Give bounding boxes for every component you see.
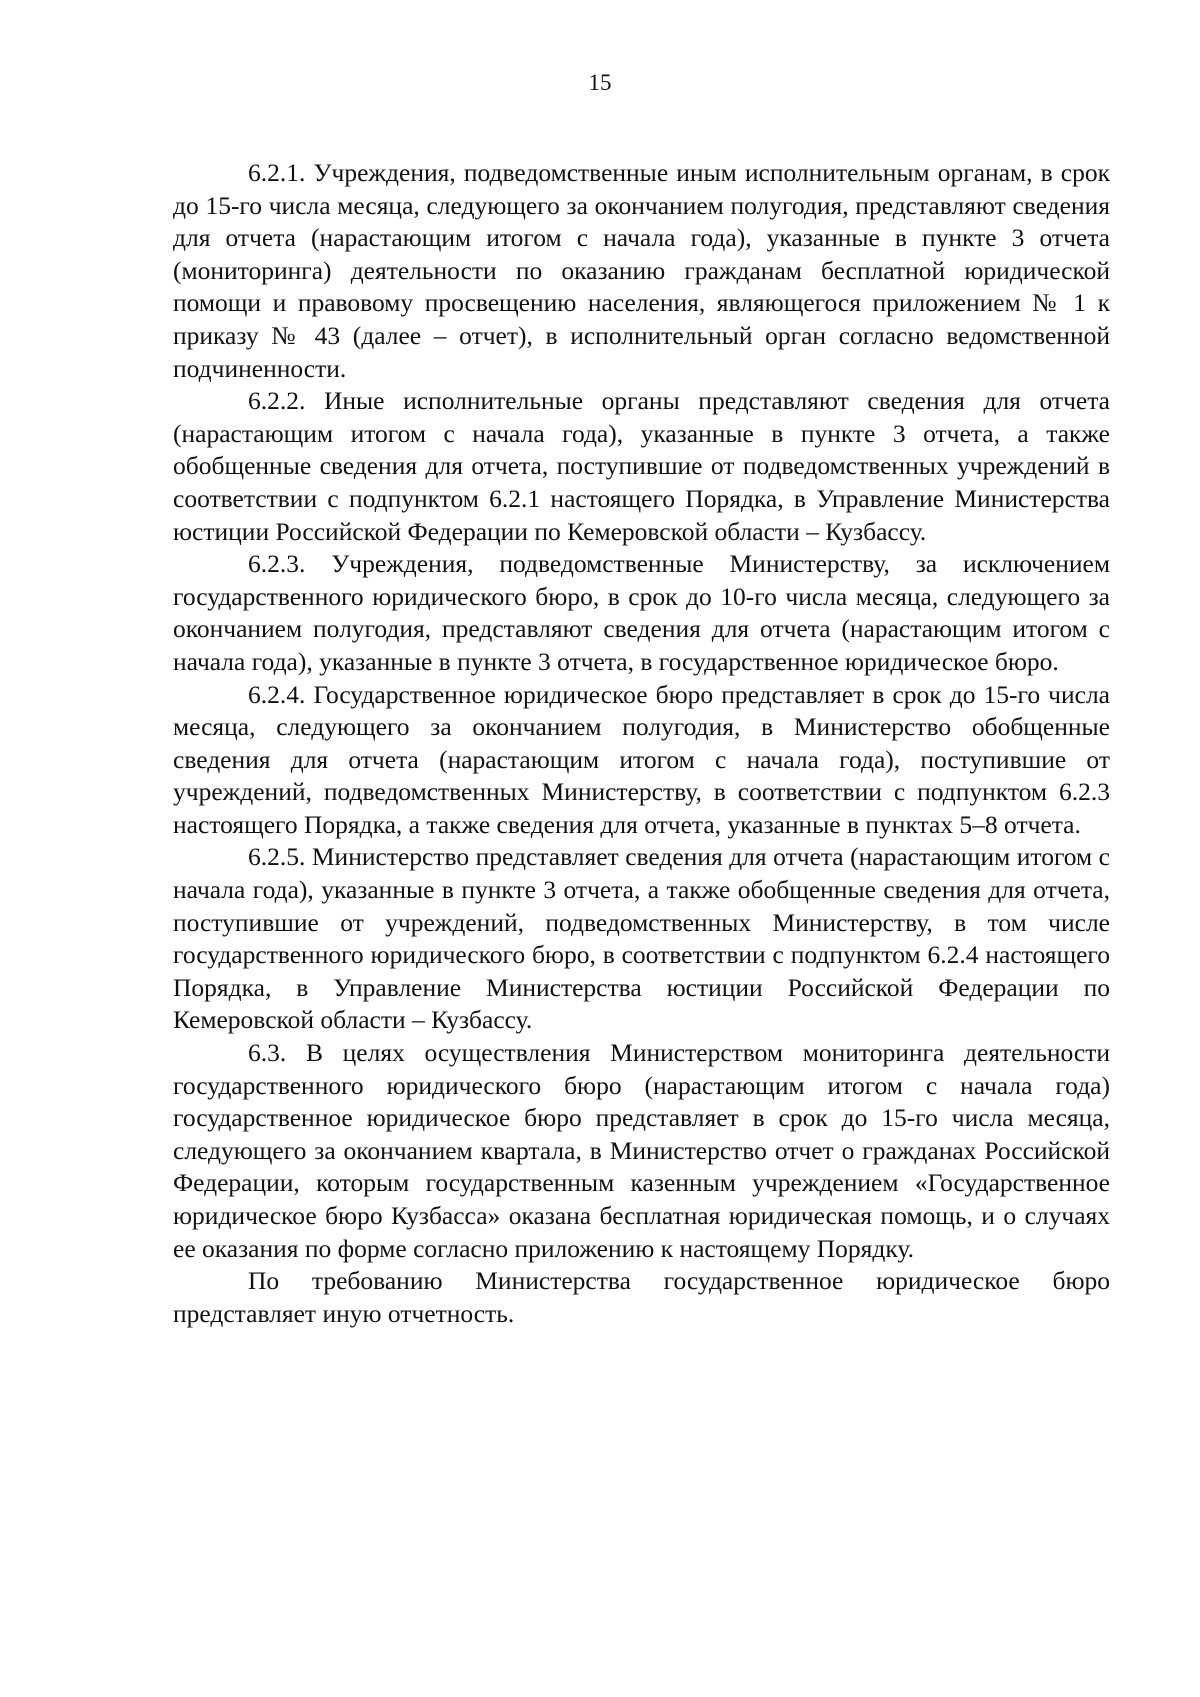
page-number: 15 <box>588 70 612 95</box>
paragraph-6-2-1: 6.2.1. Учреждения, подведомственные иным исполнительным органам, в срок до 15-го числа месяца, следующего за окончанием полугодия, представляют сведения для отчета (нарастающим итогом с начала года), указанные в пункте 3 отчета (мониторинга) деятельности по оказанию гражданам бесплатной юридической помощи и правовому просвещению населения, являющегося приложением № 1 к приказу № 43 (далее – отчет), в исполнительный орган согласно ведомственной подчиненности. <box>173 158 1110 383</box>
paragraph-6-2-5: 6.2.5. Министерство представляет сведения для отчета (нарастающим итогом с начала года), указанные в пункте 3 отчета, а также обобщенные сведения для отчета, поступившие от учреждений, подведомственных Министерству, в том числе государственного юридического бюро, в соответствии с подпунктом 6.2.4 настоящего Порядка, в Управление Министерства юстиции Российской Федерации по Кемеровской области – Кузбассу. <box>173 842 1110 1035</box>
paragraph-6-2-3: 6.2.3. Учреждения, подведомственные Министерству, за исключением государственного юридического бюро, в срок до 10-го числа месяца, следующего за окончанием полугодия, представляют сведения для отчета (нарастающим итогом с начала года), указанные в пункте 3 отчета, в государственное юридическое бюро. <box>173 549 1110 676</box>
document-body <box>173 157 1110 1330</box>
paragraph-6-3: 6.3. В целях осуществления Министерством мониторинга деятельности государственного юридического бюро (нарастающим итогом с начала года) государственное юридическое бюро представляет в срок до 15-го числа месяца, следующего за окончанием квартала, в Министерство отчет о гражданах Российской Федерации, которым государственным казенным учреждением «Государственное юридическое бюро Кузбасса» оказана бесплатная юридическая помощь, и о случаях ее оказания по форме согласно приложению к настоящему Порядку. <box>173 1038 1110 1263</box>
paragraph-final: По требованию Министерства государственное юридическое бюро представляет иную отчетность. <box>173 1266 1110 1328</box>
paragraph-6-2-4: 6.2.4. Государственное юридическое бюро представляет в срок до 15-го числа месяца, следующего за окончанием полугодия, в Министерство обобщенные сведения для отчета (нарастающим итогом с начала года), поступившие от учреждений, подведомственных Министерству, в соответствии с подпунктом 6.2.3 настоящего Порядка, а также сведения для отчета, указанные в пунктах 5–8 отчета. <box>173 679 1110 839</box>
paragraph-6-2-2: 6.2.2. Иные исполнительные органы представляют сведения для отчета (нарастающим итогом с начала года), указанные в пункте 3 отчета, а также обобщенные сведения для отчета, поступившие от подведомственных учреждений в соответствии с подпунктом 6.2.1 настоящего Порядка, в Управление Министерства юстиции Российской Федерации по Кемеровской области – Кузбассу. <box>173 386 1110 546</box>
